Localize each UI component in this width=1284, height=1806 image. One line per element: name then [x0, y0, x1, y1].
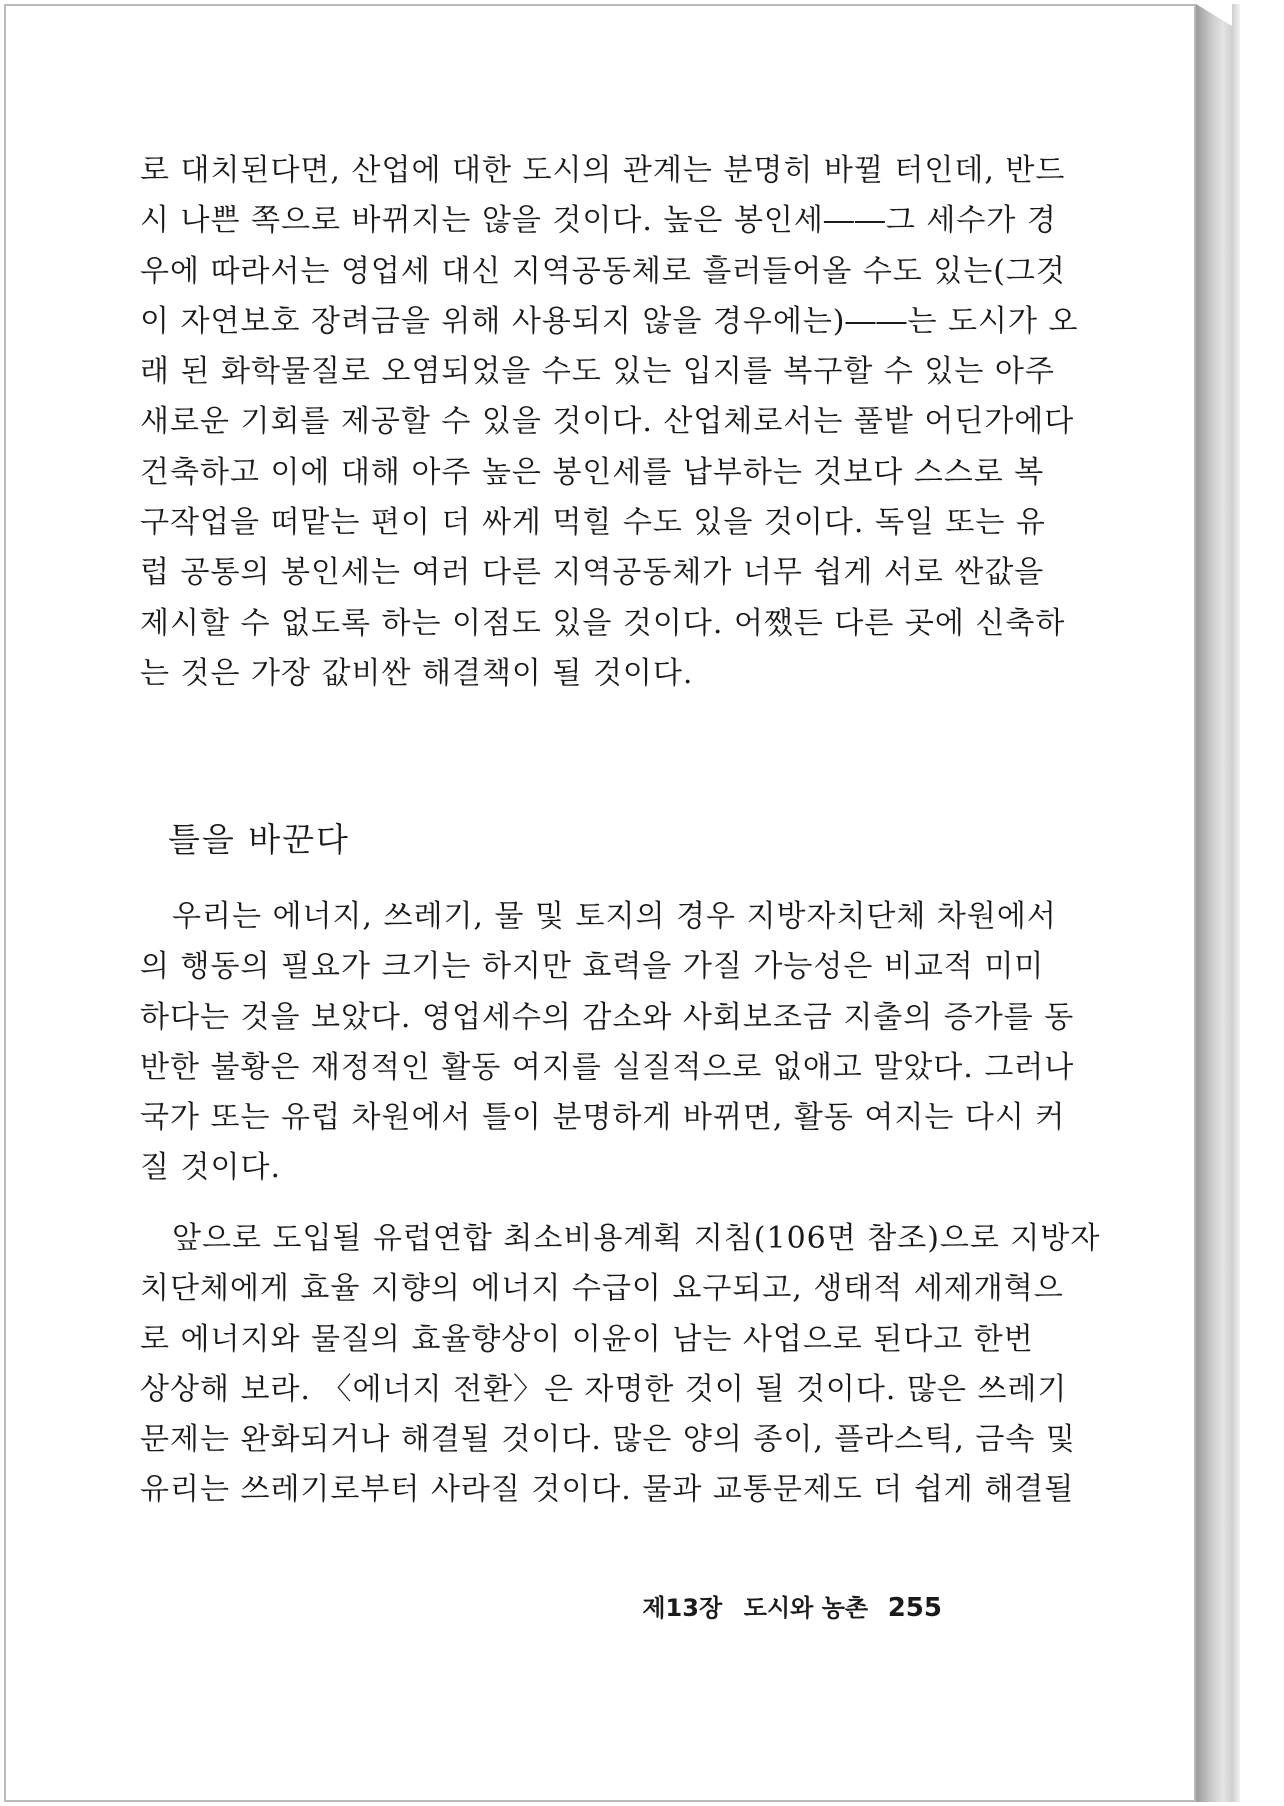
text-line: 국가 또는 유럽 차원에서 틀이 분명하게 바뀌면, 활동 여지는 다시 커	[140, 1100, 1066, 1136]
text-line: 는 것은 가장 값비싼 해결책이 될 것이다.	[140, 655, 694, 691]
text-line: 치단체에게 효율 지향의 에너지 수급이 요구되고, 생태적 세제개혁으	[140, 1271, 1064, 1307]
text-line: 건축하고 이에 대해 아주 높은 봉인세를 납부하는 것보다 스스로 복	[140, 454, 1045, 490]
footer-chapter-title: 도시와 농촌	[743, 1594, 869, 1622]
book-page	[4, 4, 1196, 1802]
text-line: 우에 따라서는 영업세 대신 지역공동체로 흘러들어올 수도 있는(그것	[140, 253, 1066, 289]
text-line: 반한 불황은 재정적인 활동 여지를 실질적으로 없애고 말았다. 그러나	[140, 1049, 1075, 1085]
book-page-edge-highlight	[1232, 4, 1240, 1802]
text-line: 래 된 화학물질로 오염되었을 수도 있는 입지를 복구할 수 있는 아주	[140, 354, 1055, 390]
paragraph-3	[140, 1214, 1101, 1516]
page-number: 255	[887, 1593, 942, 1623]
text-line: 로 대치된다면, 산업에 대한 도시의 관계는 분명히 바뀔 터인데, 반드	[140, 153, 1066, 188]
text-line: 럽 공통의 봉인세는 여러 다른 지역공동체가 너무 쉽게 서로 싼값을	[140, 555, 1045, 591]
text-line: 제시할 수 없도록 하는 이점도 있을 것이다. 어쨌든 다른 곳에 신축하	[140, 605, 1066, 641]
text-line: 새로운 기회를 제공할 수 있을 것이다. 산업체로서는 풀밭 어딘가에다	[140, 404, 1075, 440]
section-heading: 틀을 바꾼다	[168, 820, 350, 859]
paragraph-1	[140, 146, 1079, 699]
footer-chapter: 제13장	[642, 1594, 723, 1622]
text-line: 로 에너지와 물질의 효율향상이 이윤이 남는 사업으로 된다고 한번	[140, 1321, 1034, 1357]
text-line: 앞으로 도입될 유럽연합 최소비용계획 지침(106면 참조)으로 지방자	[172, 1221, 1101, 1256]
text-line: 유리는 쓰레기로부터 사라질 것이다. 물과 교통문제도 더 쉽게 해결될	[140, 1472, 1075, 1508]
text-line: 시 나쁜 쪽으로 바뀌지는 않을 것이다. 높은 봉인세――그 세수가 경	[140, 203, 1057, 239]
running-footer	[642, 1588, 942, 1623]
text-line: 우리는 에너지, 쓰레기, 물 및 토지의 경우 지방자치단체 차원에서	[172, 899, 1057, 934]
paragraph-2	[140, 892, 1075, 1194]
text-line: 상상해 보라. 〈에너지 전환〉은 자명한 것이 될 것이다. 많은 쓰레기	[140, 1371, 1068, 1407]
text-line: 구작업을 떠맡는 편이 더 싸게 먹힐 수도 있을 것이다. 독일 또는 유	[140, 505, 1046, 541]
text-line: 이 자연보호 장려금을 위해 사용되지 않을 경우에는)――는 도시가 오	[140, 303, 1079, 339]
text-line: 하다는 것을 보았다. 영업세수의 감소와 사회보조금 지출의 증가를 동	[140, 999, 1075, 1035]
text-line: 문제는 완화되거나 해결될 것이다. 많은 양의 종이, 플라스틱, 금속 및	[140, 1422, 1076, 1458]
text-line: 질 것이다.	[140, 1150, 281, 1186]
book-page-edge	[1196, 4, 1232, 1802]
text-line: 의 행동의 필요가 크기는 하지만 효력을 가질 가능성은 비교적 미미	[140, 949, 1045, 985]
